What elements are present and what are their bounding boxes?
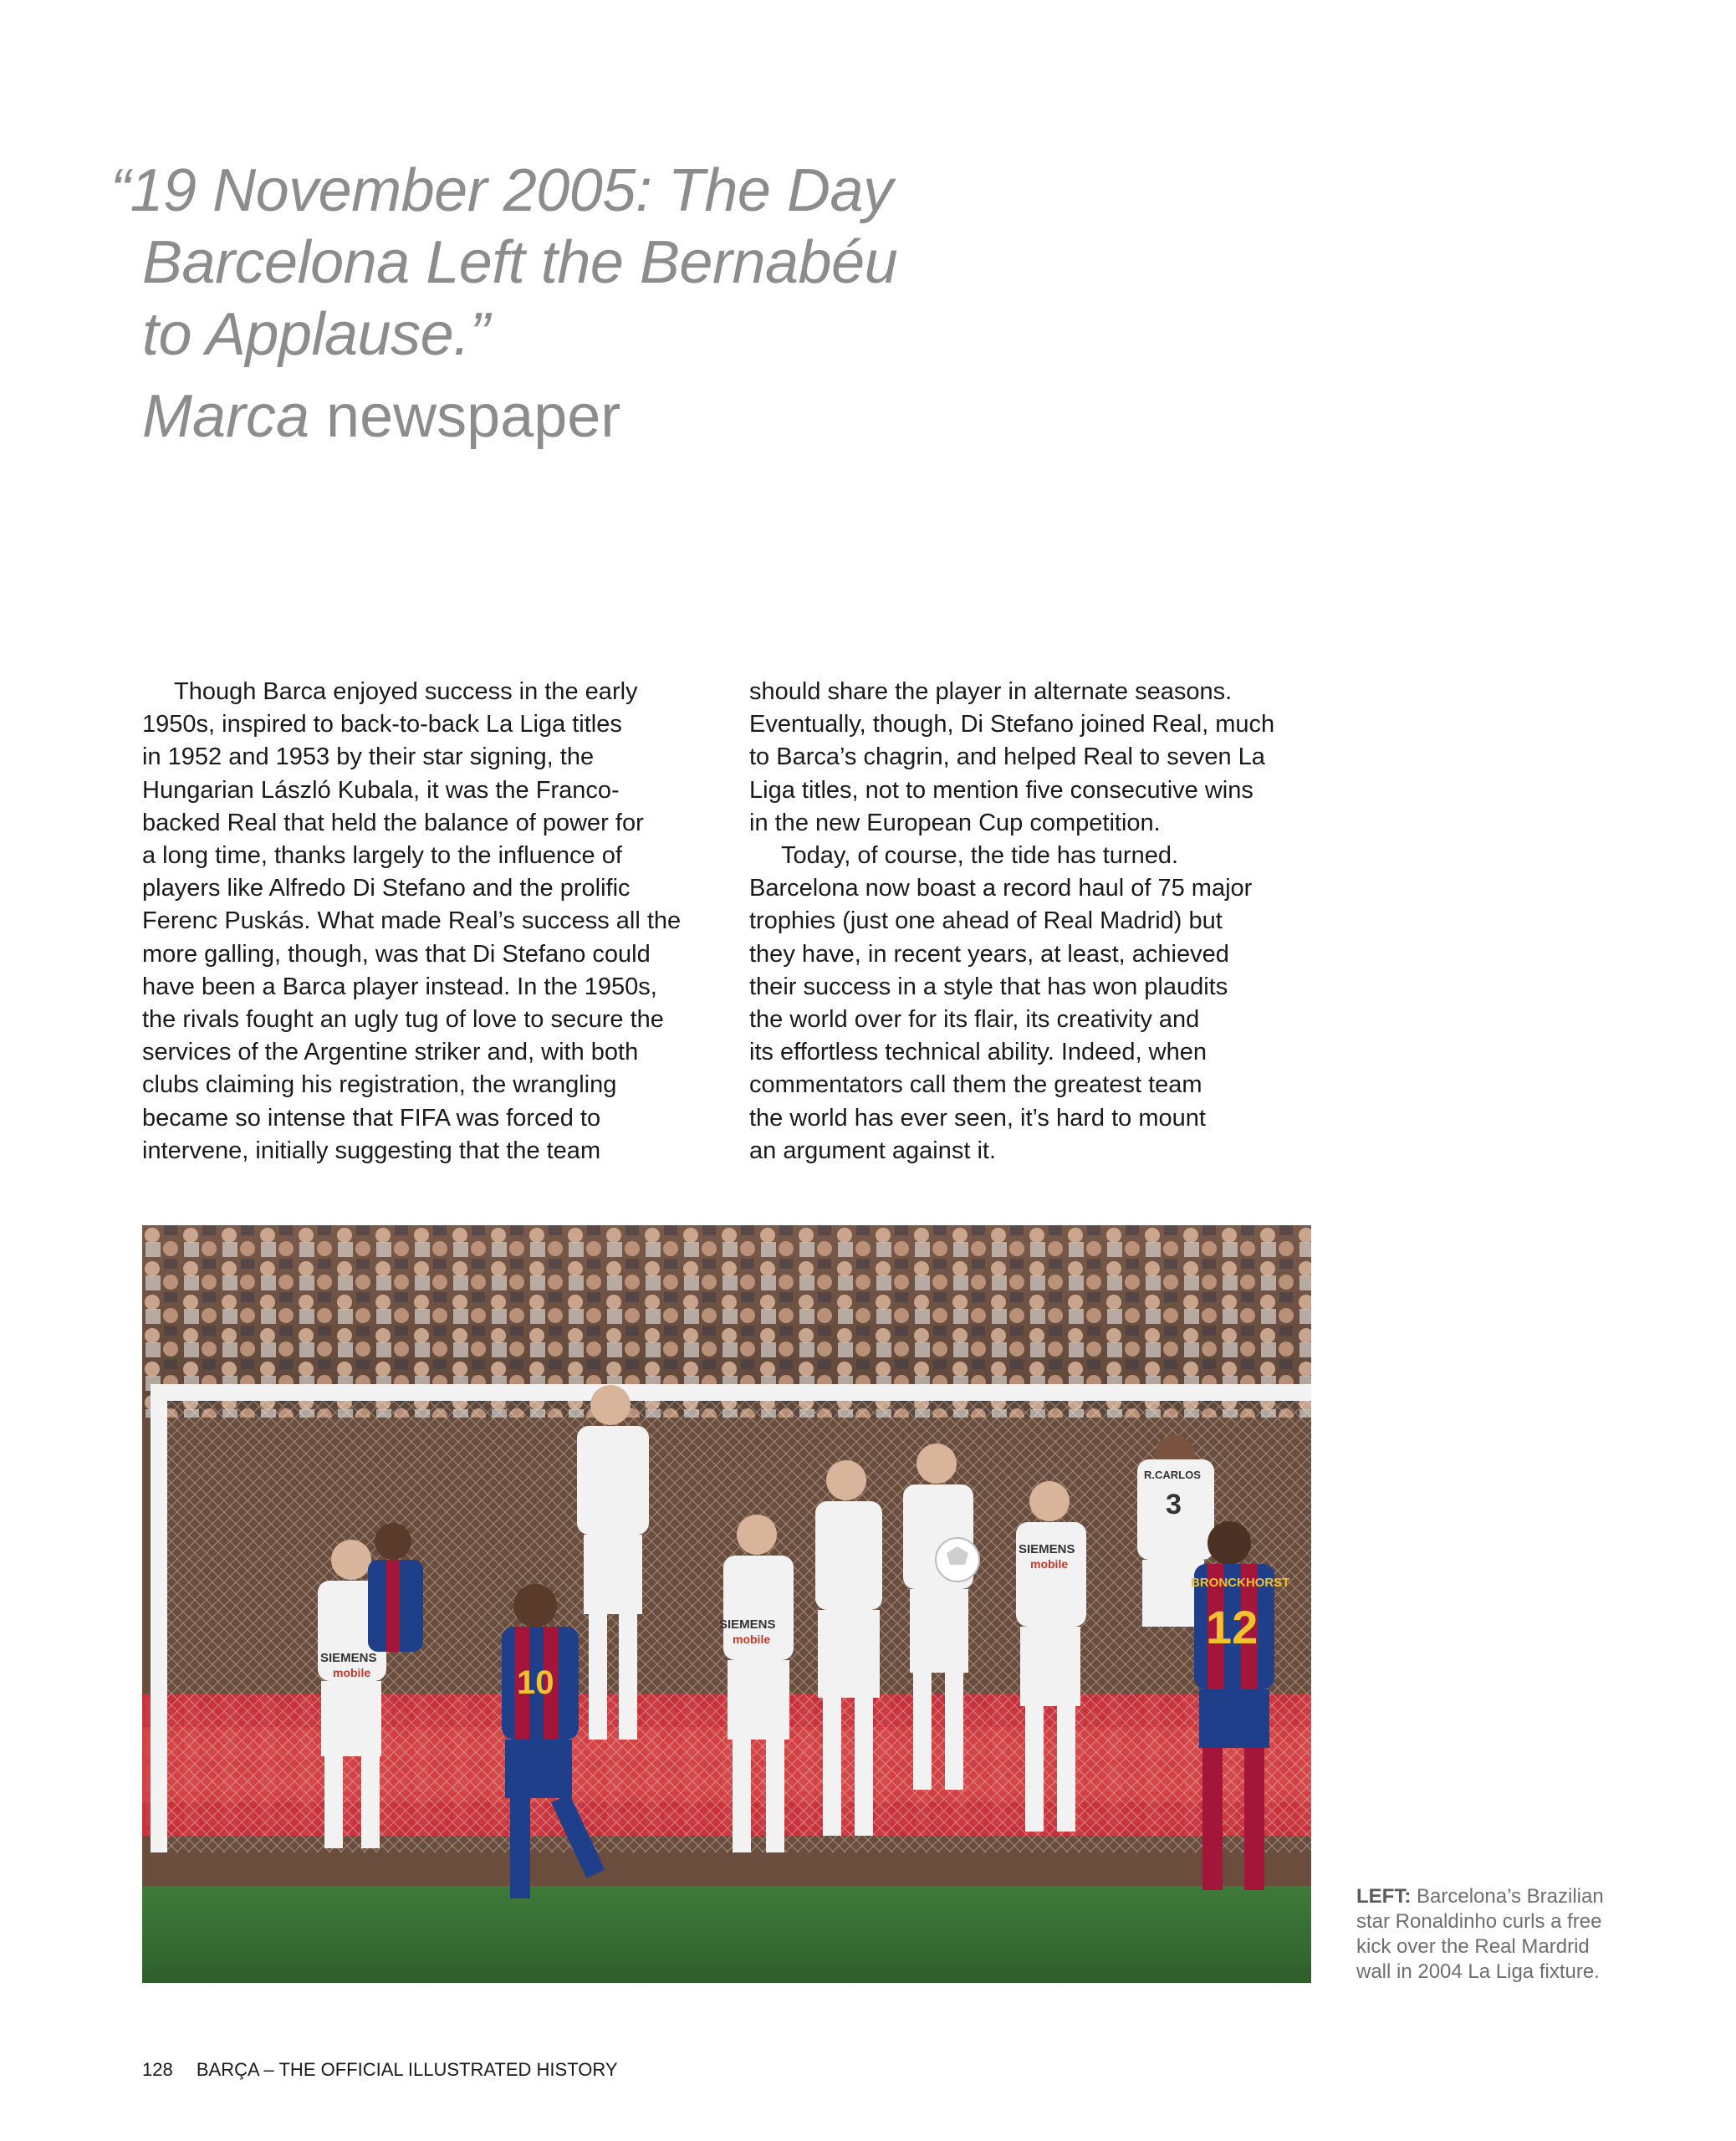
body-line: the world over for its flair, its creativity and: [749, 1006, 1200, 1034]
body-line: its effortless technical ability. Indeed, when: [749, 1039, 1208, 1066]
pull-quote-line: “19 November 2005: The Day: [110, 157, 893, 224]
body-line: Liga titles, not to mention five consecutive wins: [749, 776, 1253, 804]
body-line: they have, in recent years, at least, achieved: [749, 940, 1229, 968]
body-line: players like Alfredo Di Stefano and the prolific: [142, 875, 631, 902]
sponsor-subtext: mobile: [1030, 1557, 1069, 1571]
body-line: in the new European Cup competition.: [749, 809, 1161, 836]
body-line: to Barca’s chagrin, and helped Real to seven La: [749, 743, 1265, 771]
pull-quote-line: to Applause.”: [142, 301, 490, 368]
body-line: Barcelona now boast a record haul of 75 major: [749, 875, 1253, 902]
sponsor-subtext: mobile: [333, 1666, 371, 1679]
attribution-publication: Marca: [142, 383, 310, 450]
quote-attribution: [142, 381, 620, 452]
body-line: Hungarian László Kubala, it was the Franco-: [142, 776, 620, 804]
body-column-right: [749, 676, 1335, 1168]
body-line: services of the Argentine striker and, with both: [142, 1039, 639, 1066]
photo-caption: [1356, 1884, 1641, 1985]
match-photo: [142, 1225, 1311, 1983]
body-line: commentators call them the greatest team: [749, 1071, 1202, 1099]
page-number: 128: [142, 2059, 173, 2080]
caption-lead: LEFT:: [1356, 1885, 1412, 1908]
sponsor-text: SIEMENS: [320, 1651, 377, 1665]
caption-line: star Ronaldinho curls a free: [1356, 1910, 1602, 1933]
body-line: their success in a style that has won plaudits: [749, 973, 1228, 1000]
pitch: [142, 1886, 1311, 1983]
body-line: intervene, initially suggesting that the team: [142, 1137, 601, 1164]
body-line: backed Real that held the balance of power for: [142, 809, 644, 836]
book-title: BARÇA – THE OFFICIAL ILLUSTRATED HISTORY: [196, 2059, 618, 2080]
shirt-number-b: 3: [1166, 1489, 1182, 1520]
sponsor-subtext: mobile: [733, 1633, 771, 1646]
body-line: 1950s, inspired to back-to-back La Liga titles: [142, 711, 622, 738]
body-line: an argument against it.: [749, 1137, 997, 1164]
body-line: more galling, though, was that Di Stefano could: [142, 940, 651, 968]
caption-line: wall in 2004 La Liga fixture.: [1356, 1960, 1600, 1983]
body-line: trophies (just one ahead of Real Madrid) but: [749, 907, 1223, 935]
body-line: Ferenc Puskás. What made Real’s success all the: [142, 907, 682, 935]
body-line: Eventually, though, Di Stefano joined Real, much: [749, 711, 1275, 738]
caption-line: Barcelona’s Brazilian: [1411, 1885, 1604, 1908]
sponsor-text: SIEMENS: [719, 1617, 776, 1632]
body-line: should share the player in alternate seasons.: [749, 678, 1233, 705]
attribution-rest: newspaper: [309, 383, 621, 450]
shirt-number-c: 10: [517, 1664, 554, 1701]
body-line: in 1952 and 1953 by their star signing, the: [142, 743, 595, 771]
body-line: have been a Barca player instead. In the 1950s,: [142, 973, 657, 1000]
body-line: the rivals fought an ugly tug of love to secure the: [142, 1006, 664, 1034]
body-line: the world has ever seen, it’s hard to mount: [749, 1104, 1206, 1132]
body-line: Though Barca enjoyed success in the early: [174, 678, 638, 705]
body-line: clubs claiming his registration, the wrangling: [142, 1071, 617, 1099]
shirt-name-a: BRONCKHORST: [1191, 1576, 1290, 1590]
football: [936, 1538, 979, 1581]
body-line: Today, of course, the tide has turned.: [781, 842, 1179, 870]
pull-quote: [110, 155, 1030, 370]
body-line: a long time, thanks largely to the influence of: [142, 842, 622, 870]
page-footer: [142, 2059, 618, 2081]
body-column-left: [142, 676, 728, 1168]
shirt-name-b: R.CARLOS: [1144, 1469, 1201, 1481]
sponsor-text: SIEMENS: [1019, 1542, 1075, 1556]
body-line: became so intense that FIFA was forced to: [142, 1104, 601, 1132]
caption-line: kick over the Real Mardrid: [1356, 1935, 1590, 1958]
pull-quote-line: Barcelona Left the Bernabéu: [142, 229, 898, 296]
shirt-number-a: 12: [1206, 1601, 1259, 1653]
